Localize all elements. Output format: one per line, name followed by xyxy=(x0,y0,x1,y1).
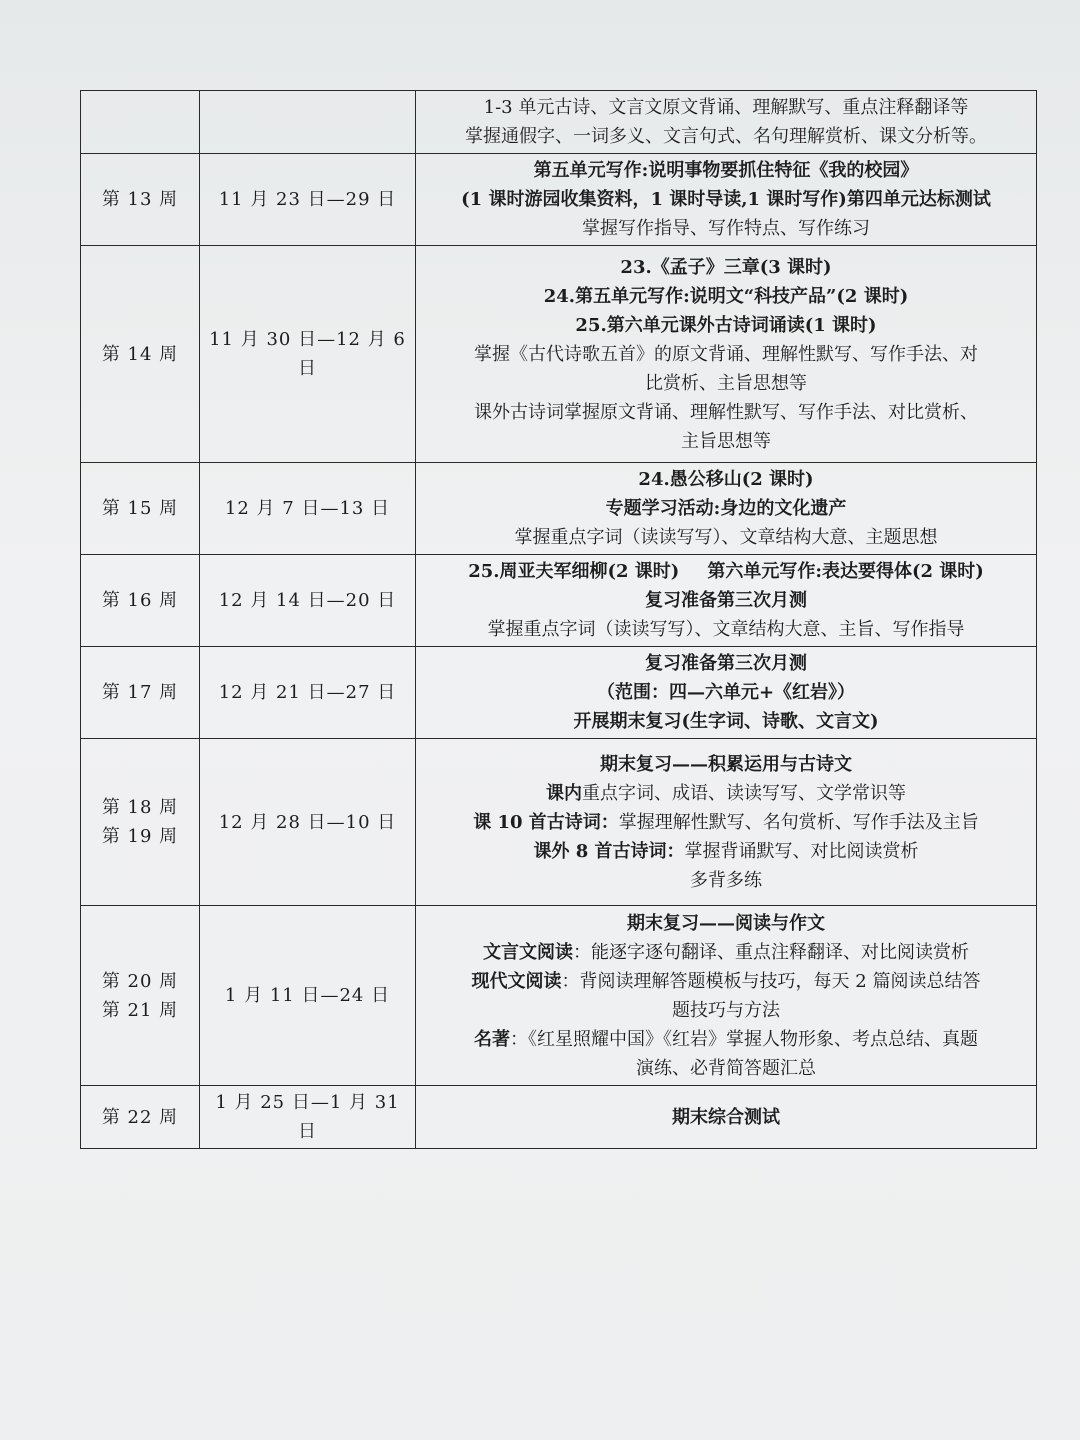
table-row xyxy=(81,246,1037,463)
date-cell: 1 月 25 日—1 月 31 日 xyxy=(200,1086,416,1149)
schedule-table xyxy=(80,90,1037,1149)
week-cell: 第 14 周 xyxy=(81,246,200,463)
table-row xyxy=(81,91,1037,154)
content-cell xyxy=(416,647,1037,739)
content-cell xyxy=(416,906,1037,1086)
content-label: 文言文阅读 xyxy=(483,941,573,963)
week-cell xyxy=(81,906,200,1086)
content-line: （范围：四—六单元+《红岩》） xyxy=(596,682,856,703)
content-line: 掌握写作指导、写作特点、写作练习 xyxy=(582,218,870,239)
content-text: ：《红星照耀中国》《红岩》掌握人物形象、考点总结、真题 xyxy=(510,1028,978,1050)
content-label: 课内 xyxy=(546,782,582,804)
content-line: 24.第五单元写作:说明文“科技产品”(2 课时) xyxy=(543,285,909,307)
date-cell xyxy=(200,91,416,154)
table-row xyxy=(81,555,1037,647)
content-text: ：背阅读理解答题模板与技巧，每天 2 篇阅读总结答 xyxy=(561,970,981,992)
content-line: 复习准备第三次月测 xyxy=(645,653,807,674)
content-line: 演练、必背简答题汇总 xyxy=(636,1057,816,1079)
content-line: 课外古诗词掌握原文背诵、理解性默写、写作手法、对比赏析、 xyxy=(474,401,978,423)
content-line: 第五单元写作:说明事物要抓住特征《我的校园》 xyxy=(533,160,919,181)
content-line: 比赏析、主旨思想等 xyxy=(645,372,807,394)
content-cell xyxy=(416,154,1037,246)
week-cell: 第 16 周 xyxy=(81,555,200,647)
week-label: 第 20 周 xyxy=(101,970,179,992)
content-line: 复习准备第三次月测 xyxy=(645,590,807,611)
content-cell xyxy=(416,555,1037,647)
content-text: 重点字词、成语、读读写写、文学常识等 xyxy=(582,782,906,804)
content-line xyxy=(420,557,1032,586)
content-line: 题技巧与方法 xyxy=(672,999,780,1021)
week-label: 第 19 周 xyxy=(101,826,179,847)
content-line: 掌握重点字词（读读写写）、文章结构大意、主题思想 xyxy=(514,527,938,548)
date-cell: 12 月 7 日—13 日 xyxy=(200,463,416,555)
content-cell xyxy=(416,739,1037,906)
content-cell xyxy=(416,91,1037,154)
content-label: 课 10 首古诗词： xyxy=(473,811,619,833)
content-label: 课外 8 首古诗词： xyxy=(533,840,685,862)
content-line: 掌握重点字词（读读写写）、文章结构大意、主旨、写作指导 xyxy=(487,619,965,640)
table-row xyxy=(81,647,1037,739)
date-cell: 12 月 21 日—27 日 xyxy=(200,647,416,739)
content-line-part: 第六单元写作:表达要得体(2 课时) xyxy=(707,561,984,582)
content-text: 掌握理解性默写、名句赏析、写作手法及主旨 xyxy=(618,811,979,833)
content-line: 开展期末复习(生字词、诗歌、文言文) xyxy=(573,711,879,732)
content-line: 期末综合测试 xyxy=(672,1106,780,1128)
content-label: 名著 xyxy=(474,1028,510,1050)
content-line xyxy=(420,837,1032,866)
date-cell: 12 月 14 日—20 日 xyxy=(200,555,416,647)
content-line: 23.《孟子》三章(3 课时) xyxy=(620,256,832,278)
table-row xyxy=(81,739,1037,906)
table-row xyxy=(81,1086,1037,1149)
week-cell: 第 15 周 xyxy=(81,463,200,555)
content-cell xyxy=(416,246,1037,463)
week-cell xyxy=(81,739,200,906)
content-line: 1-3 单元古诗、文言文原文背诵、理解默写、重点注释翻译等 xyxy=(483,97,969,118)
content-line xyxy=(420,808,1032,837)
week-label: 第 21 周 xyxy=(101,999,179,1021)
week-cell xyxy=(81,91,200,154)
table-row xyxy=(81,154,1037,246)
table-row xyxy=(81,906,1037,1086)
week-label: 第 18 周 xyxy=(101,797,179,818)
content-line: 多背多练 xyxy=(690,869,762,891)
date-cell: 12 月 28 日—10 日 xyxy=(200,739,416,906)
content-line: 25.第六单元课外古诗词诵读(1 课时) xyxy=(575,314,877,336)
content-line xyxy=(420,779,1032,808)
content-line xyxy=(420,938,1032,967)
content-line: 掌握通假字、一词多义、文言句式、名句理解赏析、课文分析等。 xyxy=(465,126,987,147)
content-cell xyxy=(416,463,1037,555)
content-line: 期末复习——阅读与作文 xyxy=(627,912,825,934)
content-line-part: 25.周亚夫军细柳(2 课时) xyxy=(468,561,680,582)
content-line: 期末复习——积累运用与古诗文 xyxy=(600,753,852,775)
content-text: ：能逐字逐句翻译、重点注释翻译、对比阅读赏析 xyxy=(573,941,969,963)
content-text: 掌握背诵默写、对比阅读赏析 xyxy=(684,840,919,862)
date-cell: 1 月 11 日—24 日 xyxy=(200,906,416,1086)
table-row xyxy=(81,463,1037,555)
week-cell: 第 22 周 xyxy=(81,1086,200,1149)
content-cell xyxy=(416,1086,1037,1149)
content-label: 现代文阅读 xyxy=(471,970,562,992)
content-line: 专题学习活动:身边的文化遗产 xyxy=(605,498,847,519)
content-line xyxy=(420,967,1032,996)
date-cell: 11 月 30 日—12 月 6 日 xyxy=(200,246,416,463)
content-line: 主旨思想等 xyxy=(681,430,771,452)
week-cell: 第 13 周 xyxy=(81,154,200,246)
date-cell: 11 月 23 日—29 日 xyxy=(200,154,416,246)
content-line: 掌握《古代诗歌五首》的原文背诵、理解性默写、写作手法、对 xyxy=(474,343,978,365)
content-line: 24.愚公移山(2 课时) xyxy=(638,469,814,490)
content-line: (1 课时游园收集资料，1 课时导读,1 课时写作)第四单元达标测试 xyxy=(461,189,991,210)
content-line xyxy=(420,1025,1032,1054)
week-cell: 第 17 周 xyxy=(81,647,200,739)
